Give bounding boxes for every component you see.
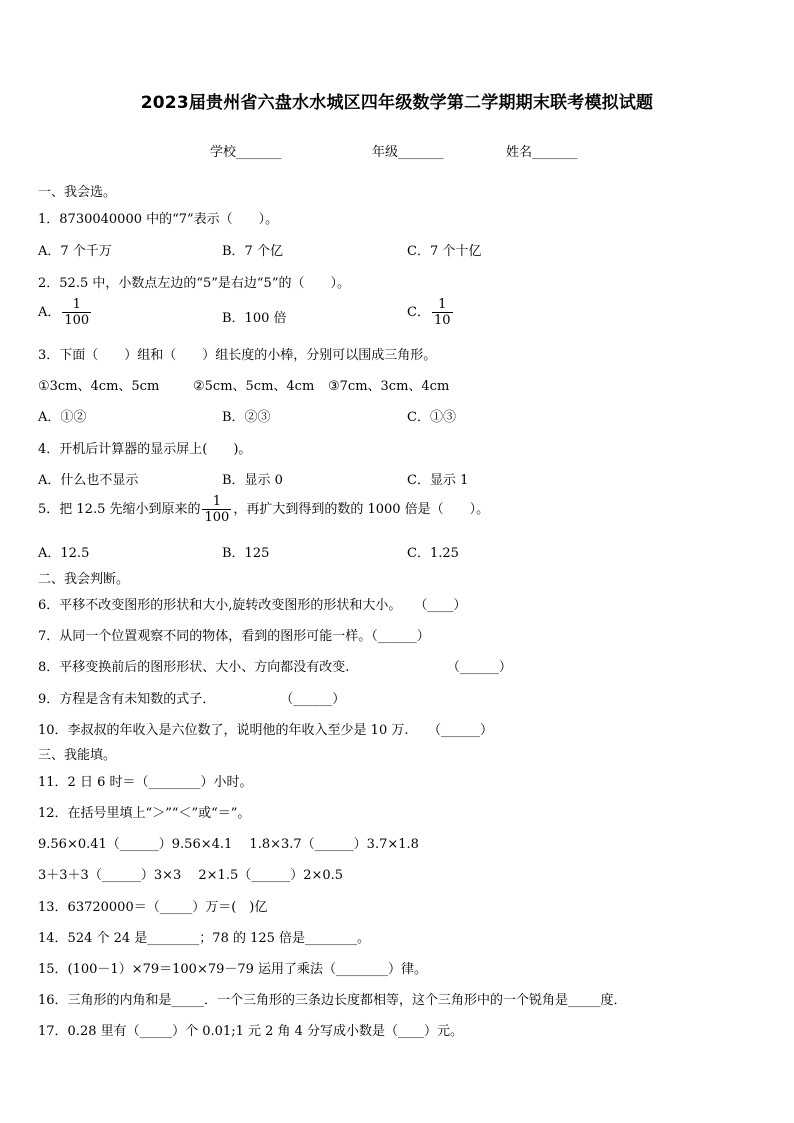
fraction-denominator: 10 [433,313,451,328]
question-12-row-1: 9.56×0.41（______）9.56×4.1 1.8×3.7（______）3.7×1.8 [38,837,419,852]
q5-option-c: C．1.25 [407,546,459,561]
q1-option-b: B．7 个亿 [222,244,283,259]
question-1: 1．8730040000 中的“7”表示（ ）。 [38,212,279,227]
question-11: 11．2 日 6 时＝（________）小时。 [38,775,253,790]
question-12: 12．在括号里填上“＞”“＜”或“＝”。 [38,806,251,821]
fraction-denominator: 100 [204,510,230,525]
question-10: 10．李叔叔的年收入是六位数了，说明他的年收入至少是 10 万. （______） [38,723,493,738]
question-5 [38,494,489,525]
question-6: 6．平移不改变图形的形状和大小,旋转改变图形的形状和大小。 （____） [38,598,467,613]
q2-option-c [407,297,455,328]
fraction-numerator: 1 [72,297,81,312]
q4-option-c: C．显示 1 [407,473,469,488]
q4-option-a: A．什么也不显示 [38,473,139,488]
question-9: 9．方程是含有未知数的式子． （______） [38,692,346,707]
question-2: 2．52.5 中，小数点左边的“5”是右边“5”的（ ）。 [38,276,350,291]
section-heading-judge: 二、我会判断。 [38,572,130,587]
question-7: 7．从同一个位置观察不同的物体，看到的图形可能一样。（______） [38,629,430,644]
question-8: 8．平移变换前后的图形形状、大小、方向都没有改变. （______） [38,660,512,675]
q2-option-a-fraction [62,297,91,328]
q4-option-b: B．显示 0 [222,473,283,488]
q3-option-b: B．②③ [222,410,271,425]
q5-stem-end: ，再扩大到得到的数的 1000 倍是（ ）。 [233,502,490,517]
q1-option-a: A．7 个千万 [38,244,112,259]
fraction-denominator: 100 [64,313,90,328]
section-heading-choice: 一、我会选。 [38,185,117,200]
q3-group-2: ②5cm、5cm、4cm [193,379,315,394]
q5-option-b: B．125 [222,546,270,561]
fraction-numerator: 1 [212,494,222,509]
q3-option-c: C．①③ [407,410,456,425]
q5-fraction [202,494,231,525]
section-heading-fill: 三、我能填。 [38,748,117,763]
question-14: 14．524 个 24 是________；78 的 125 倍是________。 [38,931,371,946]
grade-field: 年级_______ [372,145,444,160]
fraction-numerator: 1 [438,297,447,312]
q1-option-c: C．7 个十亿 [407,244,482,259]
question-3: 3．下面（ ）组和（ ）组长度的小棒，分别可以围成三角形。 [38,348,437,363]
question-15: 15．(100－1）×79＝100×79－79 运用了乘法（________）律。 [38,962,428,977]
q5-option-a: A．12.5 [38,546,90,561]
question-13: 13．63720000＝（_____）万＝( )亿 [38,900,268,915]
name-field: 姓名_______ [506,145,578,160]
q2-option-c-label: C． [407,305,430,320]
page-title: 2023届贵州省六盘水水城区四年级数学第二学期期末联考模拟试题 [140,93,654,113]
q2-option-c-fraction [432,297,453,328]
q5-stem-start: 5．把 12.5 先缩小到原来的 [38,502,201,517]
q2-option-a [38,297,93,328]
question-4: 4．开机后计算器的显示屏上( )。 [38,442,252,457]
question-16: 16．三角形的内角和是_____．一个三角形的三条边长度都相等，这个三角形中的一个锐角是_____度． [38,993,627,1008]
question-12-row-2: 3＋3＋3（______）3×3 2×1.5（______）2×0.5 [38,868,344,883]
q3-group-1: ①3cm、4cm、5cm [38,379,160,394]
q3-option-a: A．①② [38,410,87,425]
q3-group-3: ③7cm、3cm、4cm [328,379,450,394]
q2-option-a-label: A． [38,305,61,320]
q2-option-b: B．100 倍 [222,311,287,326]
school-field: 学校_______ [210,145,282,160]
question-17: 17．0.28 里有（_____）个 0.01;1 元 2 角 4 分写成小数是（____）元。 [38,1024,464,1039]
